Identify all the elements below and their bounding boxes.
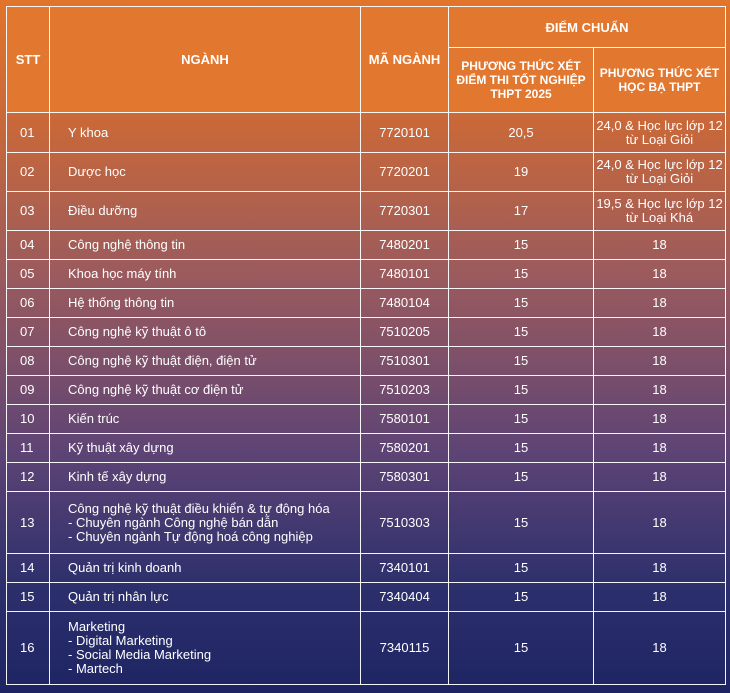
row-ma-nganh: 7510303 (361, 492, 449, 554)
row-stt: 15 (7, 583, 50, 612)
row-nganh (50, 463, 361, 492)
row-diem-thpt: 15 (449, 376, 594, 405)
row-diem-thpt: 15 (449, 583, 594, 612)
row-diem-hoc-ba: 18 (594, 463, 726, 492)
table-row (7, 492, 726, 554)
row-ma-nganh: 7510203 (361, 376, 449, 405)
row-nganh-name: Marketing (68, 619, 126, 634)
row-nganh (50, 612, 361, 685)
row-stt: 01 (7, 113, 50, 153)
row-nganh-sub: - Chuyên ngành Công nghệ bán dẫn (68, 514, 279, 530)
row-diem-hoc-ba: 18 (594, 289, 726, 318)
row-nganh (50, 113, 361, 153)
row-ma-nganh: 7340404 (361, 583, 449, 612)
row-diem-hoc-ba: 18 (594, 492, 726, 554)
table-row (7, 434, 726, 463)
admission-score-table (6, 6, 726, 685)
row-nganh-name: Y khoa (68, 124, 109, 140)
row-diem-thpt: 15 (449, 405, 594, 434)
row-nganh-sub: - Martech (68, 661, 123, 676)
row-nganh-name: Dược học (68, 164, 126, 179)
row-ma-nganh: 7480201 (361, 231, 449, 260)
row-diem-hoc-ba: 18 (594, 554, 726, 583)
row-diem-hoc-ba: 18 (594, 612, 726, 685)
row-nganh-name: Công nghệ kỹ thuật ô tô (68, 324, 207, 339)
row-stt: 02 (7, 153, 50, 192)
row-stt: 14 (7, 554, 50, 583)
header-stt: STT (7, 7, 50, 113)
row-nganh-name: Quản trị nhân lực (68, 589, 169, 604)
row-stt: 10 (7, 405, 50, 434)
row-ma-nganh: 7510301 (361, 347, 449, 376)
row-stt: 16 (7, 612, 50, 685)
row-nganh-name: Kỹ thuật xây dựng (68, 440, 174, 455)
row-diem-hoc-ba: 19,5 & Học lực lớp 12 từ Loại Khá (594, 192, 726, 231)
row-diem-thpt: 15 (449, 463, 594, 492)
row-nganh-name: Kinh tế xây dựng (68, 469, 167, 484)
row-diem-hoc-ba: 24,0 & Học lực lớp 12 từ Loại Giỏi (594, 113, 726, 153)
row-diem-hoc-ba: 24,0 & Học lực lớp 12 từ Loại Giỏi (594, 153, 726, 192)
table-row (7, 260, 726, 289)
row-nganh-name: Công nghệ thông tin (68, 237, 186, 252)
row-ma-nganh: 7340115 (361, 612, 449, 685)
table-row (7, 347, 726, 376)
table-row (7, 612, 726, 685)
row-diem-thpt: 15 (449, 492, 594, 554)
header-thpt: PHƯƠNG THỨC XÉT ĐIỂM THI TỐT NGHIỆP THPT 2025 (449, 48, 594, 113)
row-diem-hoc-ba: 18 (594, 434, 726, 463)
row-diem-hoc-ba: 18 (594, 583, 726, 612)
row-ma-nganh: 7580201 (361, 434, 449, 463)
row-stt: 03 (7, 192, 50, 231)
row-diem-thpt: 15 (449, 612, 594, 685)
row-ma-nganh: 7720301 (361, 192, 449, 231)
row-nganh-name: Khoa học máy tính (68, 266, 177, 281)
row-ma-nganh: 7720101 (361, 113, 449, 153)
table-row (7, 231, 726, 260)
row-diem-hoc-ba: 18 (594, 376, 726, 405)
row-diem-hoc-ba: 18 (594, 231, 726, 260)
row-nganh-sub: - Chuyên ngành Tự động hoá công nghiệp (68, 528, 313, 544)
row-ma-nganh: 7340101 (361, 554, 449, 583)
row-nganh-name: Điều dưỡng (68, 203, 138, 218)
row-nganh (50, 376, 361, 405)
row-diem-thpt: 15 (449, 260, 594, 289)
row-diem-hoc-ba: 18 (594, 405, 726, 434)
row-nganh (50, 434, 361, 463)
row-nganh-name: Kiến trúc (68, 411, 120, 426)
table-row (7, 289, 726, 318)
row-nganh (50, 231, 361, 260)
table-row (7, 113, 726, 153)
row-nganh-name: Hệ thống thông tin (68, 295, 175, 310)
row-diem-thpt: 19 (449, 153, 594, 192)
row-diem-thpt: 15 (449, 347, 594, 376)
table-row (7, 153, 726, 192)
row-nganh-name: Công nghệ kỹ thuật điều khiển & tự động hóa (68, 500, 330, 516)
row-diem-hoc-ba: 18 (594, 260, 726, 289)
table-row (7, 463, 726, 492)
row-diem-thpt: 15 (449, 289, 594, 318)
row-nganh (50, 289, 361, 318)
row-nganh (50, 583, 361, 612)
table-row (7, 192, 726, 231)
row-stt: 04 (7, 231, 50, 260)
row-stt: 12 (7, 463, 50, 492)
table-row (7, 405, 726, 434)
row-diem-thpt: 15 (449, 434, 594, 463)
row-diem-thpt: 15 (449, 318, 594, 347)
row-nganh (50, 492, 361, 554)
row-nganh (50, 405, 361, 434)
row-ma-nganh: 7580101 (361, 405, 449, 434)
row-nganh-sub: - Digital Marketing (68, 633, 173, 648)
row-stt: 05 (7, 260, 50, 289)
table-row (7, 318, 726, 347)
row-nganh (50, 554, 361, 583)
row-ma-nganh: 7510205 (361, 318, 449, 347)
row-nganh (50, 192, 361, 231)
row-nganh-name: Công nghệ kỹ thuật cơ điện tử (68, 382, 244, 397)
row-diem-thpt: 17 (449, 192, 594, 231)
row-diem-hoc-ba: 18 (594, 347, 726, 376)
row-diem-thpt: 15 (449, 231, 594, 260)
row-diem-thpt: 20,5 (449, 113, 594, 153)
row-diem-thpt: 15 (449, 554, 594, 583)
row-ma-nganh: 7580301 (361, 463, 449, 492)
header-ma-nganh: MÃ NGÀNH (361, 7, 449, 113)
admission-score-table-container (6, 6, 725, 692)
row-nganh (50, 347, 361, 376)
row-stt: 13 (7, 492, 50, 554)
header-nganh: NGÀNH (50, 7, 361, 113)
row-nganh (50, 153, 361, 192)
row-ma-nganh: 7720201 (361, 153, 449, 192)
row-ma-nganh: 7480104 (361, 289, 449, 318)
table-row (7, 376, 726, 405)
row-ma-nganh: 7480101 (361, 260, 449, 289)
table-row (7, 583, 726, 612)
row-stt: 11 (7, 434, 50, 463)
row-nganh-sub: - Social Media Marketing (68, 647, 212, 662)
row-stt: 06 (7, 289, 50, 318)
row-stt: 09 (7, 376, 50, 405)
row-nganh-name: Công nghệ kỹ thuật điện, điện tử (68, 353, 257, 368)
row-stt: 08 (7, 347, 50, 376)
table-row (7, 554, 726, 583)
row-nganh-name: Quản trị kinh doanh (68, 560, 182, 575)
row-nganh (50, 318, 361, 347)
row-nganh (50, 260, 361, 289)
table-body (7, 113, 726, 685)
header-diem-chuan: ĐIỂM CHUẨN (449, 7, 726, 48)
row-stt: 07 (7, 318, 50, 347)
row-diem-hoc-ba: 18 (594, 318, 726, 347)
header-hoc-ba: PHƯƠNG THỨC XÉT HỌC BẠ THPT (594, 48, 726, 113)
